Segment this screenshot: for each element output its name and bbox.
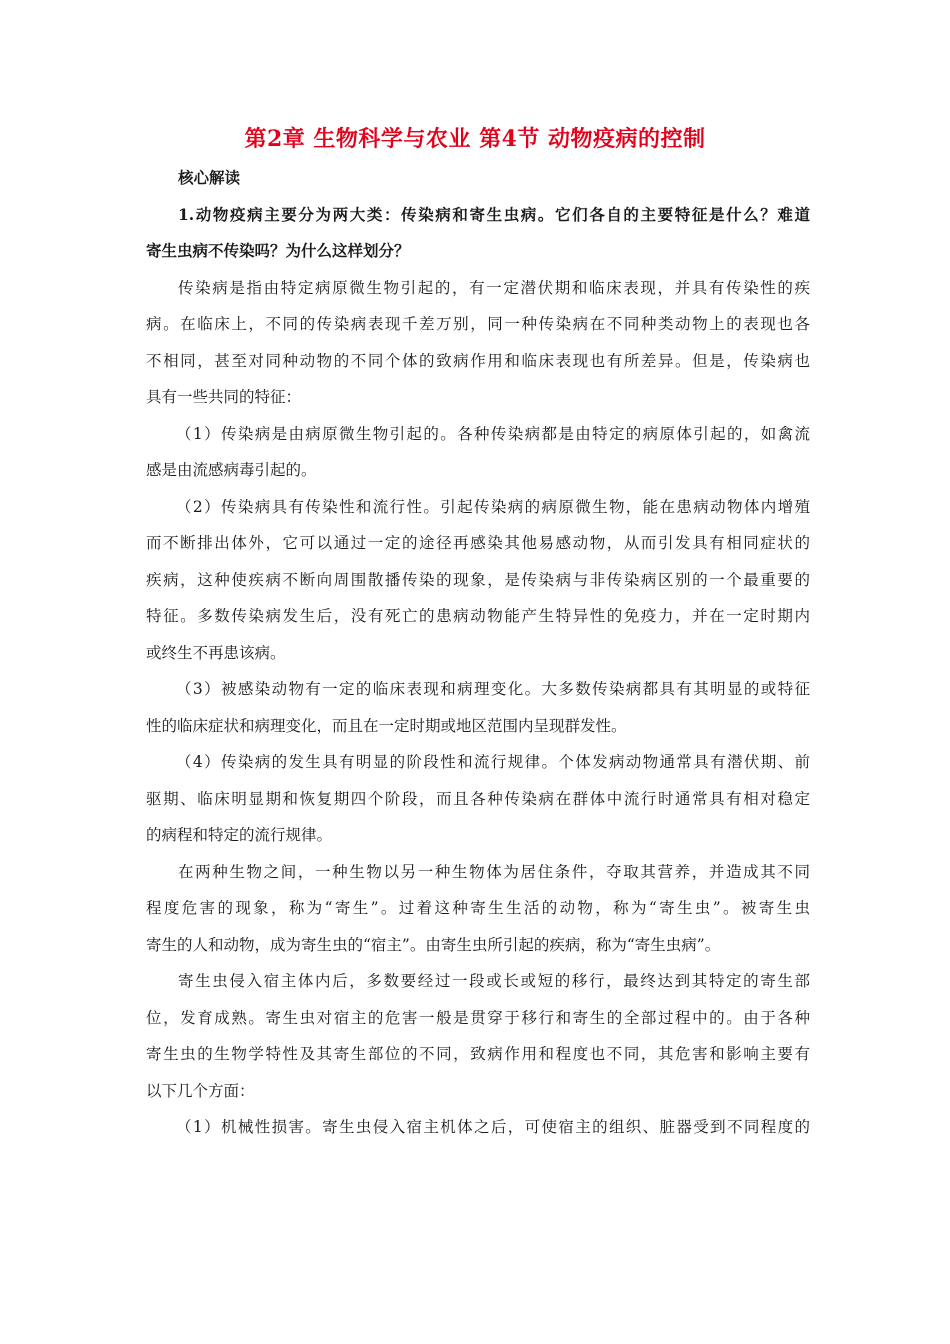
- paragraph-line: 寄生虫的生物学特性及其寄生部位的不同，致病作用和程度也不同，其危害和影响主要有: [146, 1045, 810, 1063]
- list-item-4: [146, 744, 810, 854]
- paragraph-parasitism: [146, 854, 810, 964]
- paragraph-line: （1）机械性损害。寄生虫侵入宿主机体之后，可使宿主的组织、脏器受到不同程度的: [176, 1118, 810, 1136]
- paragraph-line: 寄生的人和动物，成为寄生虫的“宿主”。由寄生虫所引起的疾病，称为“寄生虫病”。: [146, 935, 721, 954]
- paragraph-parasite-harm: [146, 963, 810, 1109]
- list-item-1: [146, 416, 810, 489]
- paragraph-line: 疾病，这种使疾病不断向周围散播传染的现象，是传染病与非传染病区别的一个最重要的: [146, 570, 810, 589]
- document-title: 第2章 生物科学与农业 第4节 动物疫病的控制: [244, 126, 706, 152]
- paragraph-line: 具有一些共同的特征：: [146, 388, 302, 406]
- paragraph-line: 程度危害的现象，称为“寄生”。过着这种寄生生活的动物，称为“寄生虫”。被寄生虫: [146, 899, 810, 917]
- question-line: 寄生虫病不传染吗？为什么这样划分？: [146, 241, 410, 260]
- section-heading: 核心解读: [178, 168, 241, 187]
- paragraph-line: 的病程和特定的流行规律。: [146, 826, 333, 844]
- list-item-2: [146, 489, 810, 672]
- paragraph-infectious-disease: [146, 270, 810, 416]
- paragraph-line: 或终生不再患该病。: [146, 643, 286, 662]
- paragraph-line: 驱期、临床明显期和恢复期四个阶段，而且各种传染病在群体中流行时通常具有相对稳定: [146, 789, 810, 808]
- paragraph-line: 传染病是指由特定病原微生物引起的，有一定潜伏期和临床表现，并具有传染性的疾: [178, 278, 810, 297]
- paragraph-line: 不相同，甚至对同种动物的不同个体的致病作用和临床表现也有所差异。但是，传染病也: [146, 351, 810, 370]
- paragraph-line: （2）传染病具有传染性和流行性。引起传染病的病原微生物，能在患病动物体内增殖: [176, 497, 810, 516]
- paragraph-line: 以下几个方面：: [146, 1081, 255, 1100]
- paragraph-line: 病。在临床上，不同的传染病表现千差万别，同一种传染病在不同种类动物上的表现也各: [146, 315, 810, 333]
- paragraph-line: 寄生虫侵入宿主体内后，多数要经过一段或长或短的移行，最终达到其特定的寄生部: [178, 972, 810, 990]
- list-item-3: [146, 671, 810, 744]
- list-item-5: [146, 1109, 810, 1146]
- paragraph-line: 位，发育成熟。寄生虫对宿主的危害一般是贯穿于移行和寄生的全部过程中的。由于各种: [146, 1008, 810, 1027]
- paragraph-line: （4）传染病的发生具有明显的阶段性和流行规律。个体发病动物通常具有潜伏期、前: [176, 753, 810, 771]
- paragraph-line: 而不断排出体外，它可以通过一定的途径再感染其他易感动物，从而引发具有相同症状的: [146, 534, 810, 552]
- paragraph-line: 在两种生物之间，一种生物以另一种生物体为居住条件，夺取其营养，并造成其不同: [178, 862, 810, 881]
- paragraph-line: 性的临床症状和病理变化，而且在一定时期或地区范围内呈现群发性。: [146, 716, 627, 735]
- paragraph-line: 特征。多数传染病发生后，没有死亡的患病动物能产生特异性的免疫力，并在一定时期内: [146, 607, 810, 625]
- paragraph-line: （1）传染病是由病原微生物引起的。各种传染病都是由特定的病原体引起的，如禽流: [176, 424, 810, 443]
- paragraph-line: （3）被感染动物有一定的临床表现和病理变化。大多数传染病都具有其明显的或特征: [176, 680, 810, 698]
- question-block: [146, 197, 810, 270]
- paragraph-line: 感是由流感病毒引起的。: [146, 461, 317, 479]
- question-line: 1.动物疫病主要分为两大类：传染病和寄生虫病。它们各自的主要特征是什么？难道: [178, 204, 810, 224]
- document-body: [146, 160, 810, 1146]
